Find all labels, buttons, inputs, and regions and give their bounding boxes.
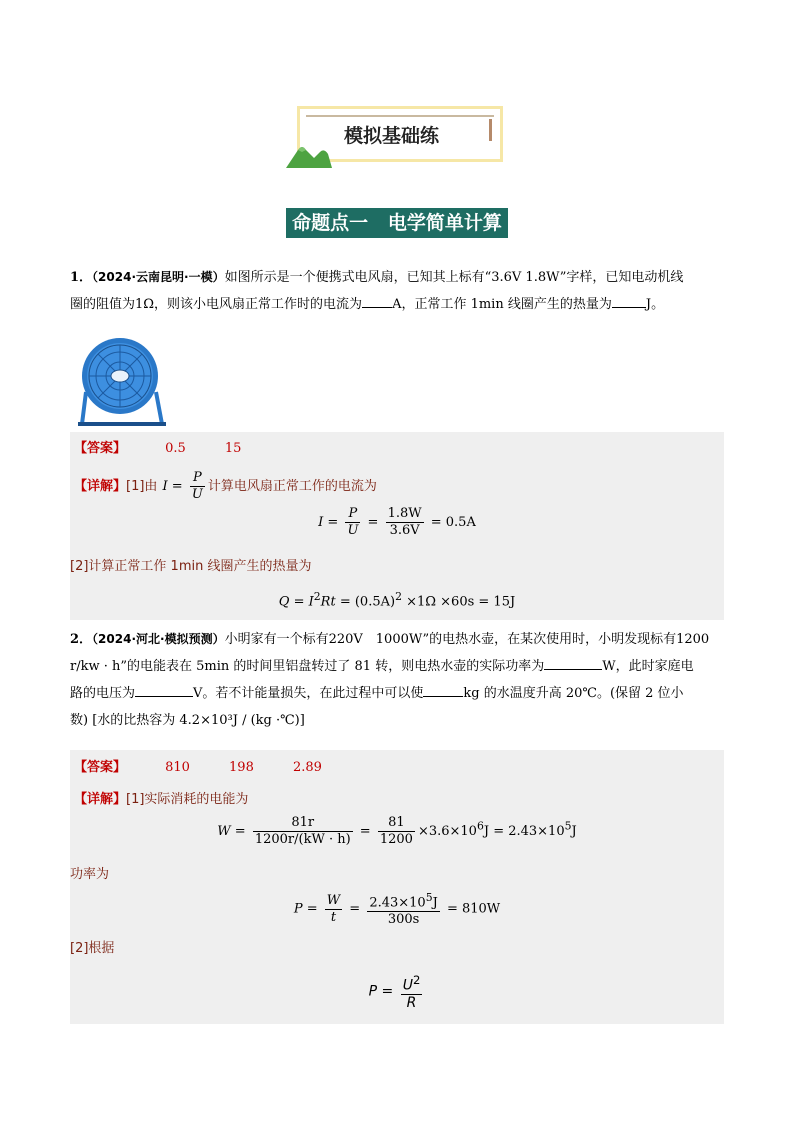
banner-title: 模拟基础练 <box>344 125 440 147</box>
question-number: 1． <box>70 270 93 285</box>
detail-text: [2]计算正常工作 1min 线圈产生的热量为 <box>70 559 312 574</box>
detail-step-2b <box>70 937 114 956</box>
power-label-row <box>70 863 109 882</box>
question-number: 2． <box>70 632 93 647</box>
answer-row-1 <box>74 438 241 458</box>
question-text: 数) [水的比热容为 4.2×10³J / (kg ·℃)] <box>70 713 305 728</box>
electric-fan-image <box>72 332 172 430</box>
mountain-icon <box>284 138 334 170</box>
detail-text: [2]根据 <box>70 941 115 956</box>
section-title: 命题点一 电学简单计算 <box>286 208 508 238</box>
detail-text: [1]由 <box>126 479 158 494</box>
detail-tag: 【详解】 <box>74 792 127 807</box>
question-text: W，此时家庭电 <box>602 659 694 674</box>
detail-text: 计算电风扇正常工作的电流为 <box>207 479 377 494</box>
answer-tag: 【答案】 <box>74 441 127 456</box>
question-1 <box>70 264 726 318</box>
detail-text: [1]实际消耗的电能为 <box>126 792 249 807</box>
energy-calculation: W = $\frac{81r}{1200r/(kW \cdot h)}$ = $\frac{81}{1200}$ $\times 3.6\times 10^6J = 2.43\times 10^5J$ <box>217 815 577 847</box>
answer-value: 2.89 <box>292 760 322 775</box>
answer-blank <box>544 655 602 670</box>
answer-blank <box>612 293 646 308</box>
detail-row-2 <box>74 789 248 809</box>
detail-row-1 <box>74 470 377 503</box>
power-calculation: P = $\frac{W}{t}$ = $\frac{2.43\times 10^5J}{300s}$ = 810W <box>293 891 501 928</box>
power-formula: P = $\frac{U^2}{R}$ <box>368 973 421 1011</box>
answer-tag: 【答案】 <box>74 760 127 775</box>
question-text: 圈的阻值为1Ω，则该小电风扇正常工作时的电流为 <box>70 297 363 312</box>
answer-blank <box>362 293 392 308</box>
question-text: J。 <box>645 297 665 312</box>
answer-value: 0.5 <box>165 441 186 456</box>
answer-blank <box>135 682 193 697</box>
answer-value: 810 <box>165 760 190 775</box>
ohms-law-formula: I = $\frac{P}{U}$ <box>162 470 203 502</box>
detail-tag: 【详解】 <box>74 479 127 494</box>
question-text: 小明家有一个标有220V 1000W”的电热水壶，在某次使用时，小明发现标有1200 <box>224 632 710 647</box>
question-text: 路的电压为 <box>70 686 136 701</box>
question-text: A，正常工作 1min 线圈产生的热量为 <box>392 297 612 312</box>
banner-accent <box>489 119 492 141</box>
question-source: （2024·河北·模拟预测） <box>92 632 225 646</box>
question-2 <box>70 626 726 734</box>
detail-step-2 <box>70 555 311 574</box>
question-text: r/kw · h”的电能表在 5min 的时间里铝盘转过了 81 转，则电热水壶的实际功率为 <box>70 659 545 674</box>
answer-value: 15 <box>224 441 242 456</box>
answer-value: 198 <box>229 760 254 775</box>
detail-text: 功率为 <box>70 867 110 882</box>
question-text: V。若不计能量损失，在此过程中可以使 <box>193 686 424 701</box>
question-source: （2024·云南昆明·一模） <box>92 270 225 284</box>
question-text: 如图所示是一个便携式电风扇，已知其上标有“3.6V 1.8W”字样，已知电动机线 <box>224 270 684 285</box>
answer-row-2 <box>74 757 322 777</box>
heat-calculation: $Q = I^2Rt = (0.5A)^2 \times 1\Omega \times 60s = 15J$ <box>278 590 516 610</box>
question-text: kg 的水温度升高 20℃。(保留 2 位小 <box>463 686 684 701</box>
current-calculation: I = $\frac{P}{U}$ = $\frac{1.8W}{3.6V}$ = 0.5A <box>318 506 476 538</box>
answer-blank <box>423 682 463 697</box>
